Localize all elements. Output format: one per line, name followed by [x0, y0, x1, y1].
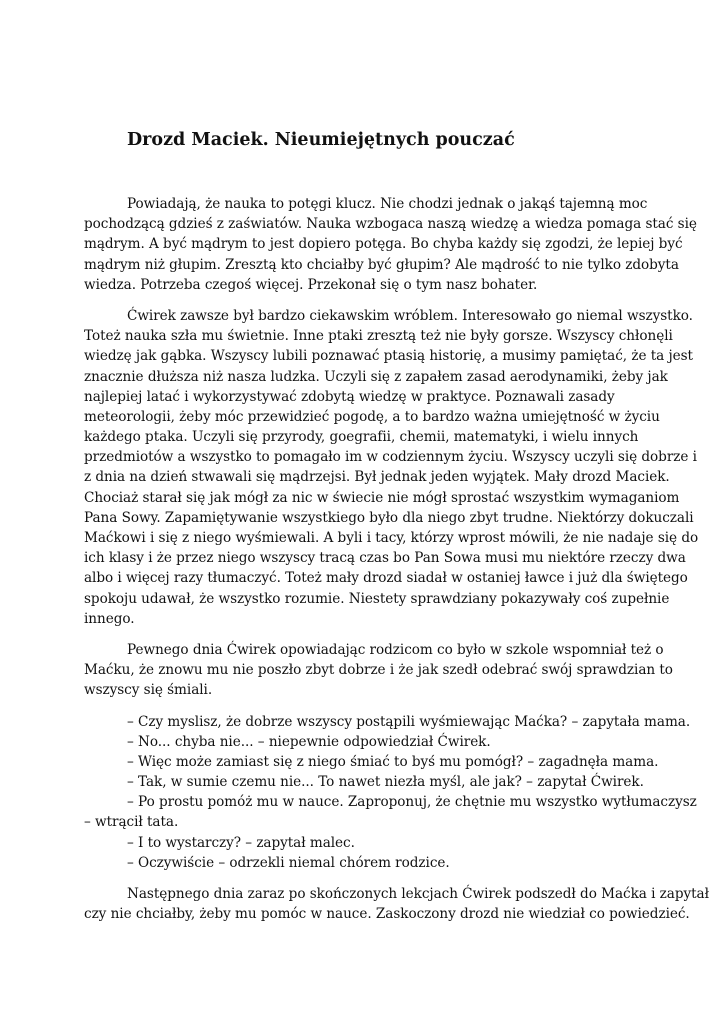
dialogue-line: – Po prostu pomóż mu w nauce. Zaproponuj, że chętnie mu wszystko wytłumaczysz	[127, 794, 697, 811]
text-line: innego.	[84, 610, 135, 627]
paragraph-2	[84, 306, 699, 629]
dialogue-line: – Tak, w sumie czemu nie... To nawet niezła myśl, ale jak? – zapytał Ćwirek.	[127, 774, 644, 791]
document-title: Drozd Maciek. Nieumiejętnych pouczać	[127, 130, 515, 150]
paragraph-1	[84, 194, 697, 295]
text-line: ich klasy i że przez niego wszyscy tracą czas bo Pan Sowa musi mu niektóre rzeczy dwa	[84, 550, 686, 567]
text-line: Toteż nauka szła mu świetnie. Inne ptaki zresztą też nie były gorsze. Wszyscy chłonęli	[84, 328, 673, 345]
dialogue-line: – Więc może zamiast się z niego śmiać to byś mu pomógł? – zagadnęła mama.	[127, 753, 659, 770]
text-line: wszyscy się śmiali.	[84, 682, 213, 699]
dialogue-line: – wtrącił tata.	[84, 814, 179, 831]
text-line: wiedzę jak gąbka. Wszyscy lubili poznawać ptasią historię, a musimy pamiętać, że ta jest	[84, 348, 693, 365]
text-line: spokoju udawał, że wszystko rozumie. Niestety sprawdziany pokazywały coś zupełnie	[84, 590, 670, 607]
dialogue-line: – I to wystarczy? – zapytał malec.	[127, 834, 355, 851]
dialogue-line: – No... chyba nie... – niepewnie odpowiedział Ćwirek.	[127, 733, 491, 750]
text-line: albo i więcej razy tłumaczyć. Toteż mały drozd siadał w ostaniej ławce i już dla świętego	[84, 570, 688, 587]
text-line: meteorologii, żeby móc przewidzieć pogodę, a to bardzo ważna umiejętność w życiu	[84, 408, 660, 425]
text-line: najlepiej latać i wykorzystywać zdobytą wiedzę w praktyce. Poznawali zasady	[84, 388, 615, 405]
dialogue	[84, 712, 697, 874]
paragraph-5	[84, 884, 709, 924]
text-line: pochodzącą gdzieś z zaświatów. Nauka wzbogaca naszą wiedzę a wiedza pomaga stać się	[84, 216, 697, 233]
text-line: Maćku, że znowu mu nie poszło zbyt dobrze i że jak szedł odebrać swój sprawdzian to	[84, 662, 673, 679]
text-line: znacznie dłuższa niż nasza ludzka. Uczyli się z zapałem zasad aerodynamiki, żeby jak	[84, 368, 668, 385]
text-line: Maćkowi i się z niego wyśmiewali. A byli i tacy, którzy wprost mówili, że nie nadaje się do	[84, 530, 699, 546]
text-line: Ćwirek zawsze był bardzo ciekawskim wróblem. Interesowało go niemal wszystko.	[127, 307, 693, 324]
paragraph-3	[84, 640, 673, 701]
text-line: każdego ptaka. Uczyli się przyrody, goegrafii, chemii, matematyki, i wielu innych	[84, 429, 639, 446]
text-line: przedmiotów a wszystko to pomagało im w codziennym życiu. Wszyscy uczyli się dobrze i	[84, 449, 697, 466]
text-line: mądrym niż głupim. Zresztą kto chciałby być głupim? Ale mądrość to nie tylko zdobyta	[84, 256, 679, 273]
text-line: czy nie chciałby, żeby mu pomóc w nauce. Zaskoczony drozd nie wiedział co powiedzieć.	[84, 906, 690, 923]
text-line: z dnia na dzień stwawali się mądrzejsi. Był jednak jeden wyjątek. Mały drozd Maciek.	[84, 469, 670, 486]
dialogue-line: – Oczywiście – odrzekli niemal chórem rodzice.	[127, 854, 450, 871]
text-line: mądrym. A być mądrym to jest dopiero potęga. Bo chyba każdy się zgodzi, że lepiej być	[84, 236, 683, 253]
text-line: Następnego dnia zaraz po skończonych lekcjach Ćwirek podszedł do Maćka i zapytał	[127, 886, 709, 902]
text-line: Pana Sowy. Zapamiętywanie wszystkiego było dla niego zbyt trudne. Niektórzy dokuczali	[84, 509, 694, 526]
text-line: wiedza. Potrzeba czegoś więcej. Przekonał się o tym nasz bohater.	[84, 276, 538, 293]
text-line: Powiadają, że nauka to potęgi klucz. Nie chodzi jednak o jakąś tajemną moc	[127, 196, 648, 212]
text-line: Pewnego dnia Ćwirek opowiadając rodzicom co było w szkole wspomniał też o	[127, 641, 664, 658]
dialogue-line: – Czy myslisz, że dobrze wszyscy postąpili wyśmiewając Maćka? – zapytała mama.	[127, 713, 691, 730]
text-line: Chociaż starał się jak mógł za nic w świecie nie mógł sprostać wszystkim wymaganiom	[84, 489, 680, 506]
document-body	[84, 194, 709, 924]
